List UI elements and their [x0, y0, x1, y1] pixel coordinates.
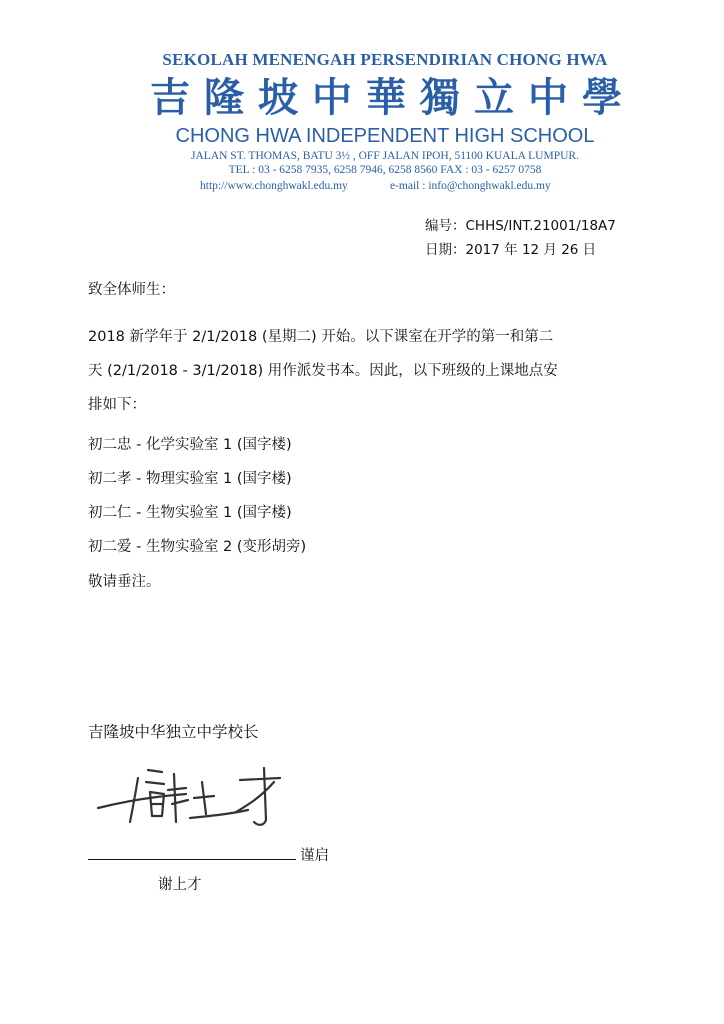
school-name-english: CHONG HWA INDEPENDENT HIGH SCHOOL	[175, 125, 595, 147]
list-item: 初二爱 - 生物实验室 2 (变形胡旁)	[88, 539, 307, 555]
letterhead	[0, 0, 724, 200]
school-name-malay: SEKOLAH MENENGAH PERSENDIRIAN CHONG HWA	[162, 50, 608, 69]
handwritten-signature	[90, 760, 290, 835]
signature-line	[88, 844, 329, 865]
respect-closing: 谨启	[300, 848, 329, 864]
school-website: http://www.chonghwakl.edu.my	[200, 180, 348, 192]
closing-remark: 敬请垂注。	[88, 574, 161, 590]
school-phone-fax: TEL : 03 - 6258 7935, 6258 7946, 6258 8560 FAX : 03 - 6257 0758	[228, 164, 542, 176]
reference-label: 编号：	[425, 218, 466, 234]
announcement-paragraph	[88, 320, 558, 422]
greeting: 致全体师生：	[88, 282, 175, 298]
letter-date	[425, 238, 616, 262]
list-item: 初二仁 - 生物实验室 1 (国字楼)	[88, 505, 292, 521]
school-name-chinese: 吉隆坡中華獨立中學	[150, 74, 636, 121]
classroom-list	[88, 428, 306, 564]
school-email: e-mail : info@chonghwakl.edu.my	[390, 180, 551, 192]
letter-meta	[425, 214, 616, 262]
paragraph-line: 排如下：	[88, 397, 146, 413]
list-item: 初二忠 - 化学实验室 1 (国字楼)	[88, 437, 292, 453]
list-item: 初二孝 - 物理实验室 1 (国字楼)	[88, 471, 292, 487]
reference-number	[425, 214, 616, 238]
principal-name: 谢上才	[158, 877, 202, 893]
date-value: 2017 年 12 月 26 日	[465, 242, 597, 258]
school-address: JALAN ST. THOMAS, BATU 3½ , OFF JALAN IPOH, 51100 KUALA LUMPUR.	[191, 150, 579, 162]
principal-title: 吉隆坡中华独立中学校长	[88, 723, 259, 741]
paragraph-line: 天 (2/1/2018 - 3/1/2018) 用作派发书本。因此，以下班级的上课地点安	[88, 363, 558, 379]
date-label: 日期：	[425, 242, 466, 258]
reference-value: CHHS/INT.21001/18A7	[465, 218, 616, 234]
signature-underline	[88, 845, 296, 860]
paragraph-line: 2018 新学年于 2/1/2018 (星期二) 开始。以下课室在开学的第一和第二	[88, 329, 554, 345]
